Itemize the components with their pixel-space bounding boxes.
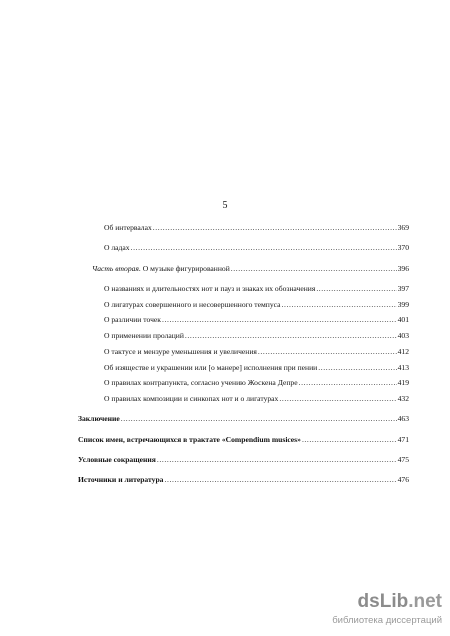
toc-entry-page: 413 [397,363,409,372]
toc-entry-page: 399 [397,300,409,309]
toc-entry-page: 412 [397,347,409,356]
toc-leader-dots [185,331,397,341]
toc-leader-dots [279,394,396,404]
toc-leader-dots [153,223,397,233]
toc-entry-ligatures [104,300,409,310]
toc-entry-page: 463 [397,414,409,423]
toc-entry-page: 419 [397,378,409,387]
toc-entry-sources [78,475,409,485]
toc-entry-prolations [104,331,409,341]
toc-entry-page: 476 [397,475,409,484]
toc-entry-title: О лигатурах совершенного и несовершенного темпуса [104,300,281,309]
toc-entry-page: 432 [397,394,409,403]
toc-entry-title: Заключение [78,414,120,423]
page-number: 5 [222,200,228,211]
toc-entry-title: О тактусе и мензуре уменьшения и увеличения [104,347,257,356]
toc-entry-page: 471 [397,435,409,444]
toc-entry-title: Источники и литература [78,475,164,484]
toc-entry-title: О различии точек [104,315,161,324]
toc-entry-title: О правилах контрапункта, согласно учению Жоскена Депре [104,378,298,387]
toc-entry-title: Условные сокращения [78,455,156,464]
toc-part-label: Часть вторая. [92,264,141,273]
toc-entry-page: 397 [397,284,409,293]
toc-entry-title: О правилах композиции и синкопах нот и о лигатурах [104,394,279,403]
toc-entry-title: О ладах [104,243,130,252]
toc-entry-page: 370 [397,243,409,252]
toc-entry-title: Список имен, встречающихся в трактате «Compendium musices» [78,435,301,444]
dslib-caption: библиотека диссертаций [332,615,442,626]
toc-entry-title: Об изяществе и украшении или [о манере] исполнения при пении [104,363,318,372]
toc-entry-counterpoint [104,378,409,388]
toc-leader-dots [302,435,397,445]
toc-leader-dots [231,264,397,274]
toc-entry-part-two [92,264,409,274]
dslib-logo-main: dsLib [357,591,409,612]
dslib-logo-tld: .net [408,591,442,612]
toc-part-title: О музыке фигурированной [140,264,230,273]
toc-entry-composition [104,394,409,404]
toc-leader-dots [131,243,397,253]
toc-entry-note-names [104,284,409,294]
toc-leader-dots [281,300,396,310]
toc-leader-dots [316,284,396,294]
toc-entry-page: 369 [397,223,409,232]
dslib-logo [358,592,442,612]
toc-leader-dots [318,363,396,373]
toc-entry-page: 403 [397,331,409,340]
toc-entry-conclusion [78,414,409,424]
toc-leader-dots [164,475,396,485]
toc-entry-title [92,264,230,274]
toc-entry-dots [104,315,409,325]
toc-entry-title: О названиях и длительностях нот и пауз и знаках их обозначения [104,284,316,293]
toc-leader-dots [121,414,397,424]
toc-entry-page: 475 [397,455,409,464]
toc-entry-name-index [78,435,409,445]
toc-entry-elegance [104,363,409,373]
toc-entry-page: 396 [397,264,409,273]
toc-entry-intervals [104,223,409,233]
toc-entry-title: Об интервалах [104,223,152,232]
toc-leader-dots [258,347,397,357]
toc-leader-dots [157,455,397,465]
toc-entry-modes [104,243,409,253]
toc-entry-tactus [104,347,409,357]
toc-leader-dots [299,378,397,388]
toc-entry-abbreviations [78,455,409,465]
toc-entry-page: 401 [397,315,409,324]
toc-leader-dots [162,315,397,325]
toc-entry-title: О применении пролаций [104,331,184,340]
